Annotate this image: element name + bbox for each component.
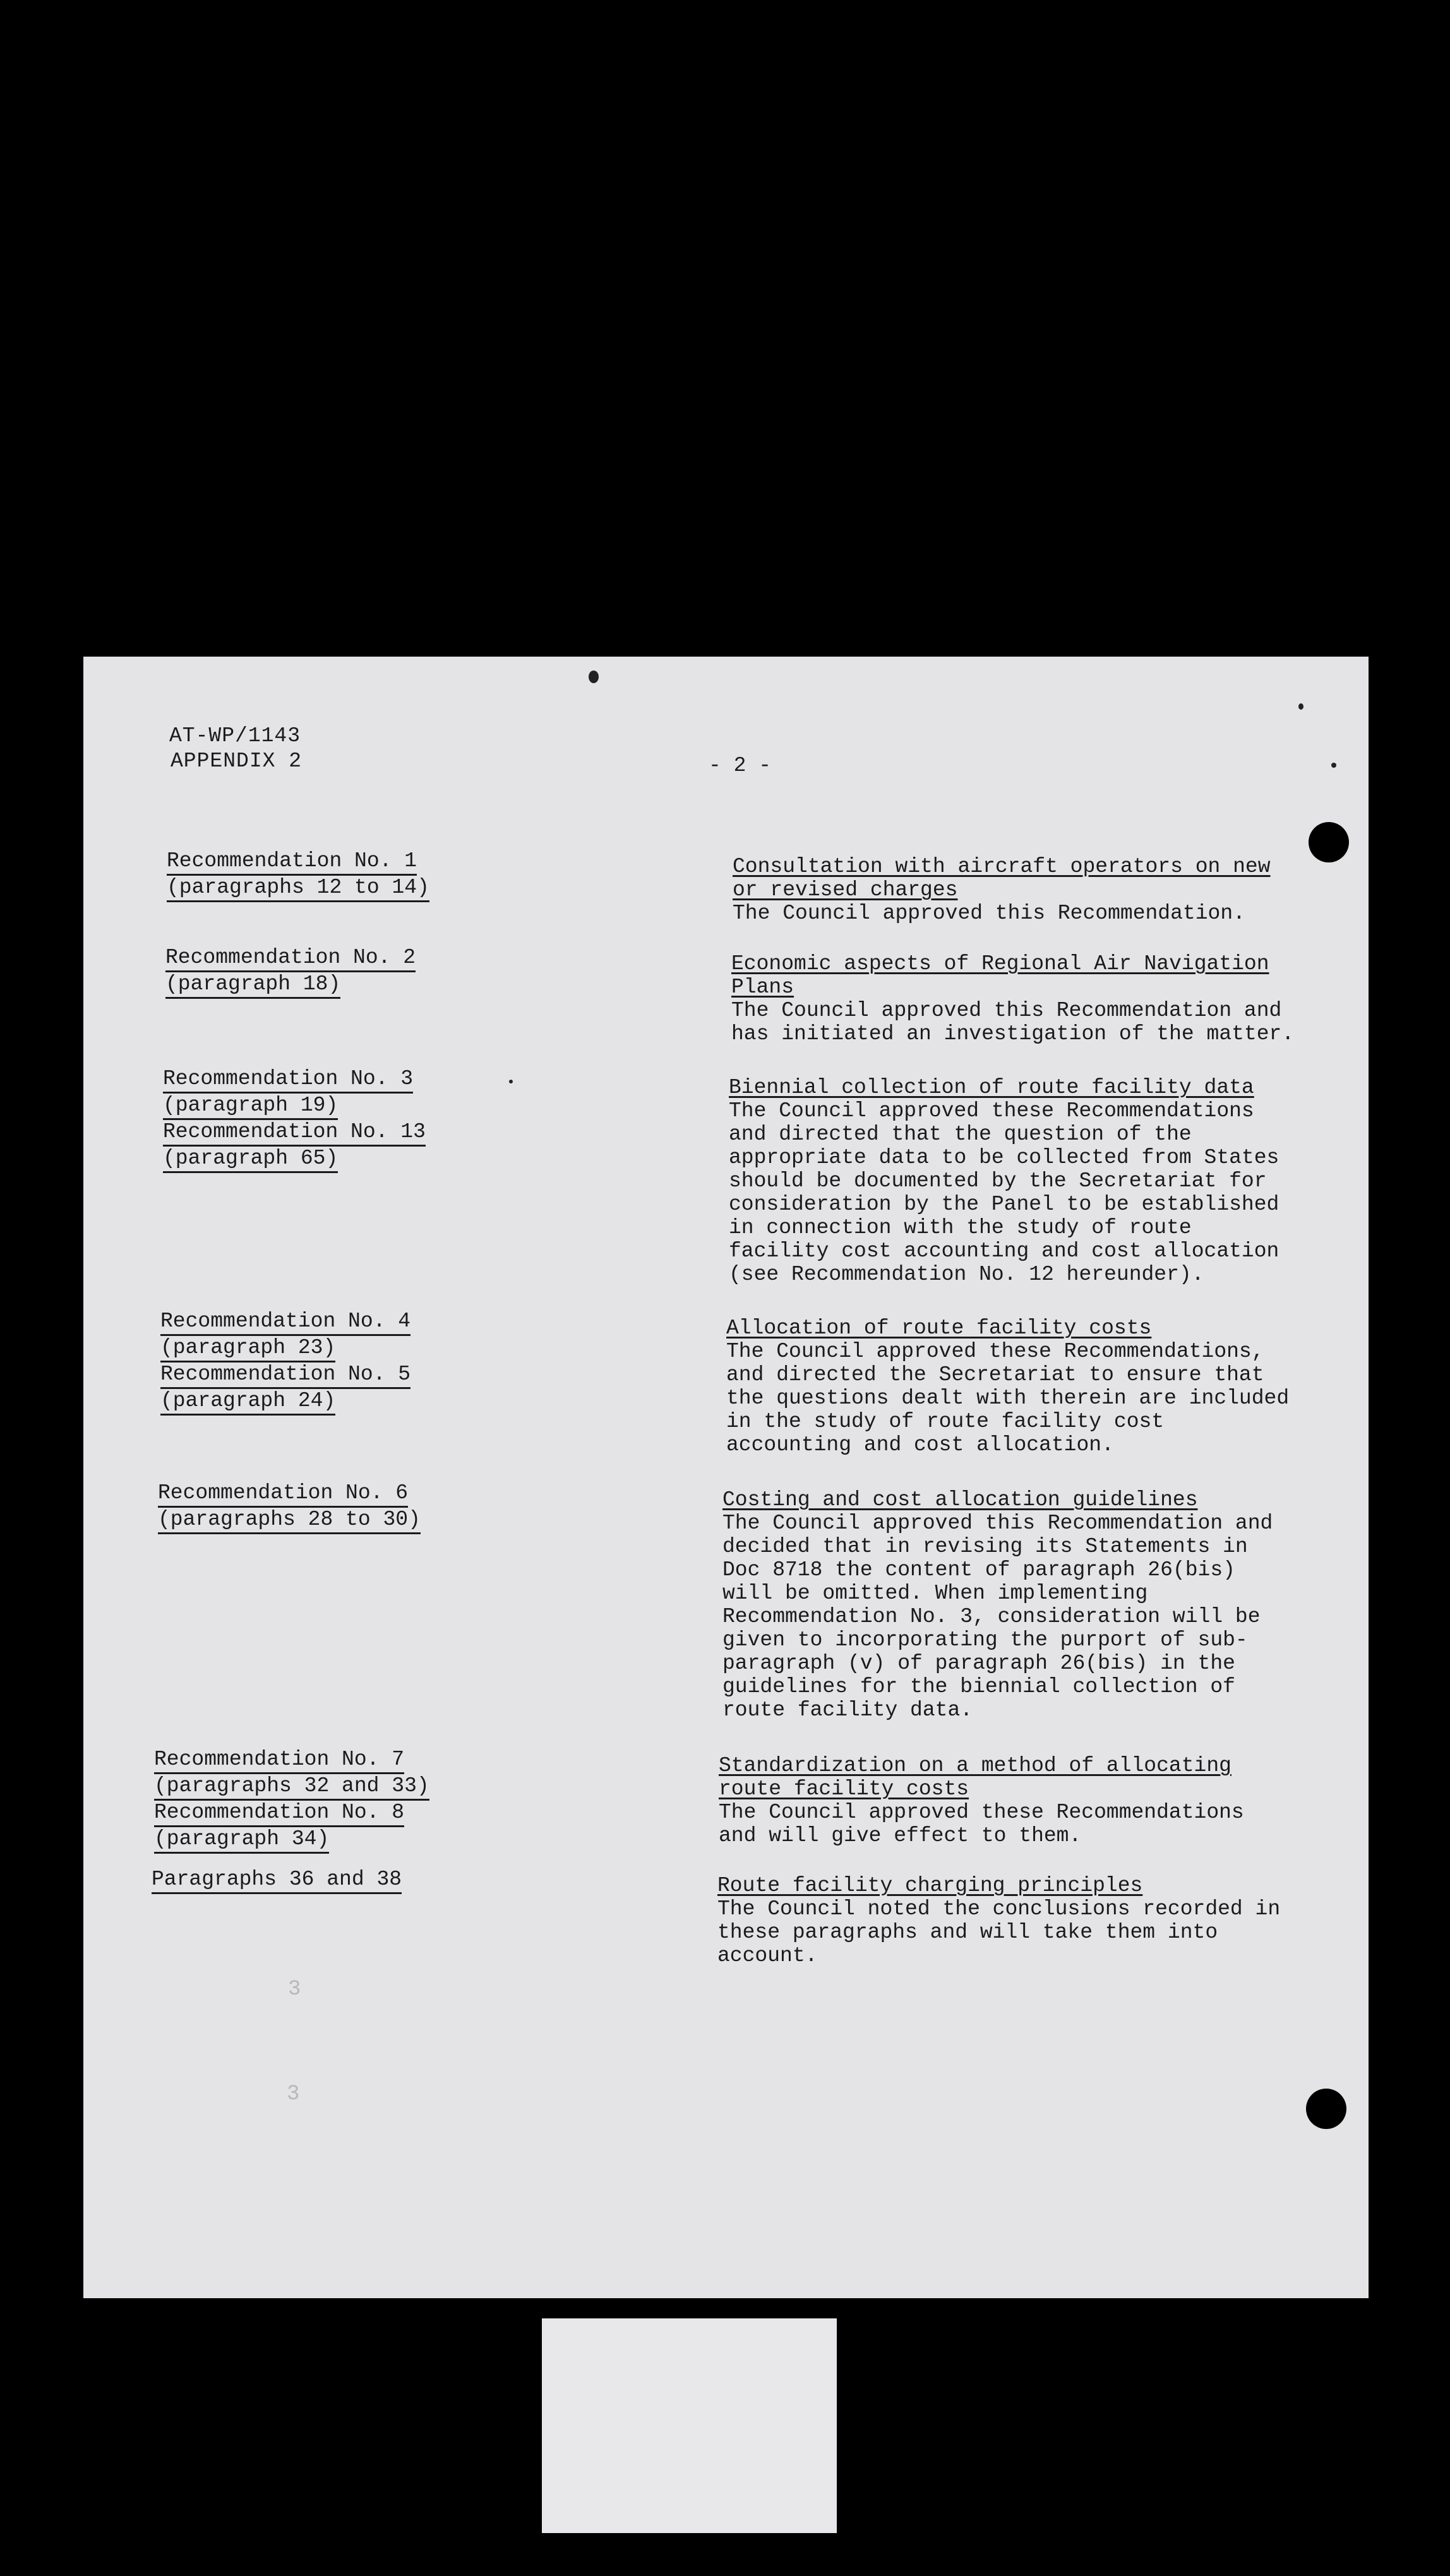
recommendation-ref: Recommendation No. 13 <box>163 1120 426 1147</box>
paragraph-ref: (paragraph 65) <box>163 1147 338 1173</box>
entry-title: Route facility charging principles <box>717 1874 1143 1897</box>
ink-speck <box>1331 763 1336 768</box>
entry-2-references <box>165 946 416 999</box>
entry-title: Allocation of route facility costs <box>726 1316 1152 1340</box>
entry-text: The Council approved this Recommendation. <box>733 902 1245 925</box>
entry-5-references <box>158 1481 421 1534</box>
entry-title: Consultation with aircraft operators on new or revised charges <box>733 855 1271 902</box>
entry-3-references <box>163 1067 426 1173</box>
ink-speck <box>509 1080 513 1083</box>
entry-2-decision <box>731 952 1300 1046</box>
entry-1-decision <box>733 855 1301 925</box>
recommendation-ref: Recommendation No. 7 <box>154 1748 404 1774</box>
appendix-label: APPENDIX 2 <box>171 749 303 773</box>
recommendation-ref: Recommendation No. 1 <box>167 849 417 876</box>
punch-hole <box>1309 822 1349 862</box>
punch-hole <box>1306 2089 1346 2129</box>
recommendation-ref: Recommendation No. 8 <box>154 1801 404 1827</box>
entry-4-decision <box>726 1316 1295 1457</box>
paragraph-ref: (paragraphs 28 to 30) <box>158 1508 421 1534</box>
document-reference: AT-WP/1143 <box>169 724 301 748</box>
entry-text: The Council approved these Recommendations and will give effect to them. <box>719 1801 1244 1847</box>
bleed-through-mark: 3 <box>287 2082 300 2106</box>
recommendation-ref: Recommendation No. 6 <box>158 1481 408 1508</box>
recommendation-ref: Recommendation No. 3 <box>163 1067 413 1094</box>
entry-7-references <box>152 1868 402 1894</box>
entry-3-decision <box>729 1076 1297 1286</box>
entry-title: Biennial collection of route facility data <box>729 1076 1254 1099</box>
entry-1-references <box>167 849 429 902</box>
bleed-through-mark: 3 <box>288 1977 301 2001</box>
recommendation-ref: Recommendation No. 2 <box>165 946 416 972</box>
entry-text: The Council approved these Recommendations, and directed the Secretariat to ensure that the questions dealt with therein are included in the study of route facility cost accounting and cost allocation. <box>726 1340 1290 1457</box>
entry-text: The Council approved this Recommendation and decided that in revising its Statements in Doc 8718 the content of paragraph 26(bis) will be omitted. When implementing Recommendation No. 3, consideration will be given to incorporating the purport of sub-paragraph (v) of paragraph 26(bis) in the guidelines for the biennial collection of route facility data. <box>722 1512 1273 1722</box>
paragraph-ref: (paragraphs 32 and 33) <box>154 1774 429 1801</box>
entry-title: Costing and cost allocation guidelines <box>722 1488 1198 1512</box>
entry-text: The Council noted the conclusions recorded in these paragraphs and will take them into account. <box>717 1897 1281 1967</box>
page-number: - 2 - <box>709 754 772 777</box>
ink-speck <box>1298 703 1303 710</box>
paragraph-ref: (paragraph 18) <box>165 972 340 999</box>
blank-card <box>542 2318 837 2533</box>
paragraph-ref: (paragraph 24) <box>160 1389 335 1416</box>
paragraph-ref: (paragraph 34) <box>154 1827 329 1854</box>
ink-speck <box>589 671 599 683</box>
entry-text: The Council approved this Recommendation and has initiated an investigation of the matter. <box>731 999 1295 1046</box>
recommendation-ref: Recommendation No. 4 <box>160 1309 410 1336</box>
entry-7-decision <box>717 1874 1286 1967</box>
entry-title: Economic aspects of Regional Air Navigation Plans <box>731 952 1269 999</box>
entry-6-references <box>154 1748 429 1854</box>
entry-text: The Council approved these Recommendations and directed that the question of the appropriate data to be collected from States should be documented by the Secretariat for consideration by the Panel to be established in connection with the study of route facility cost accounting and cost allocation (see Recommendation No. 12 hereunder). <box>729 1099 1279 1286</box>
entry-4-references <box>160 1309 410 1416</box>
paragraph-ref: (paragraph 19) <box>163 1094 338 1120</box>
document-page <box>83 657 1369 2298</box>
entry-5-decision <box>722 1488 1291 1722</box>
entry-title: Standardization on a method of allocating route facility costs <box>719 1754 1231 1801</box>
entry-6-decision <box>719 1754 1287 1847</box>
paragraph-ref: (paragraphs 12 to 14) <box>167 876 429 902</box>
paragraph-ref: (paragraph 23) <box>160 1336 335 1363</box>
paragraph-ref: Paragraphs 36 and 38 <box>152 1868 402 1894</box>
recommendation-ref: Recommendation No. 5 <box>160 1363 410 1389</box>
